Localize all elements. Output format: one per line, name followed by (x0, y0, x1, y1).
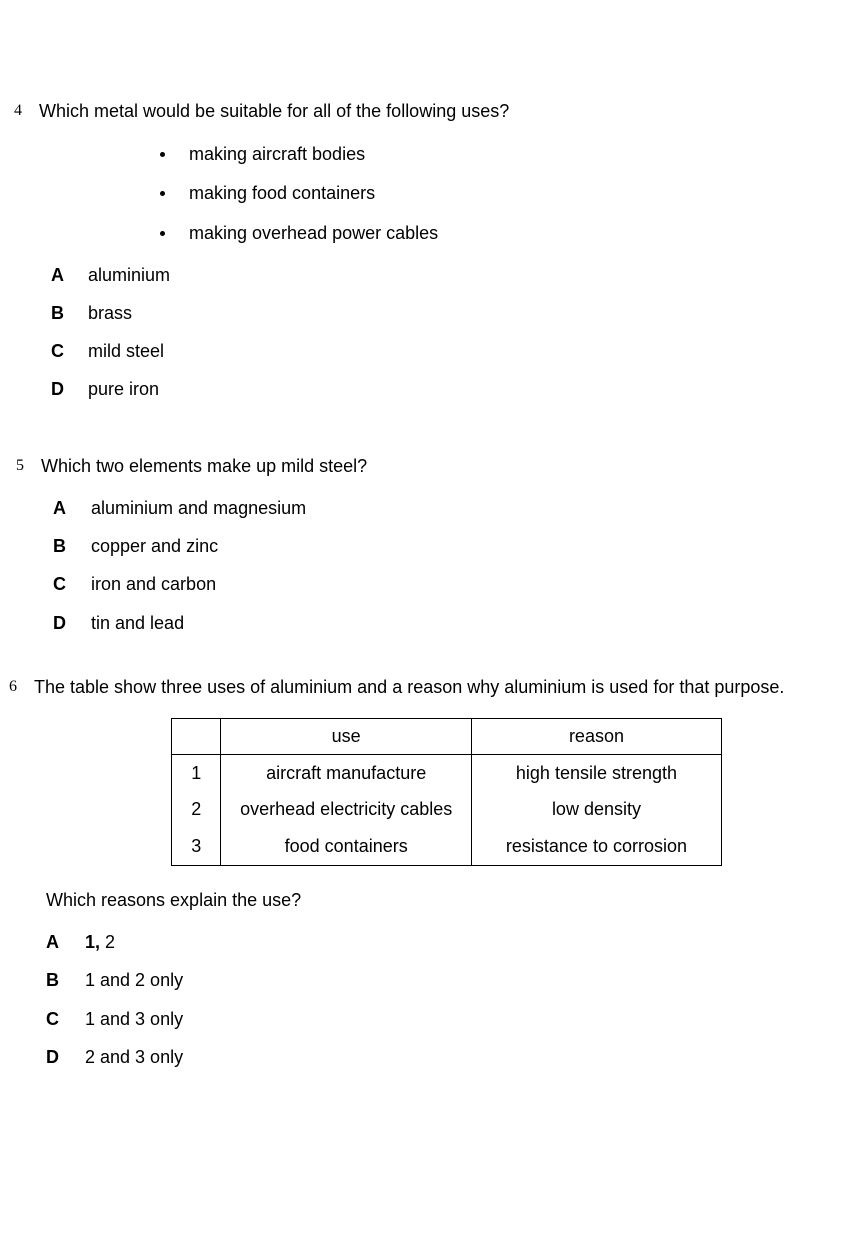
option-text: copper and zinc (91, 536, 219, 556)
row-number: 2 (172, 792, 221, 829)
use-text: making aircraft bodies (189, 144, 366, 164)
use-cell: overhead electricity cables (221, 792, 471, 829)
use-list-item (189, 144, 365, 165)
question-number: 5 (16, 457, 24, 474)
use-cell: food containers (221, 828, 471, 865)
question-number: 6 (9, 678, 17, 695)
bullet-icon (160, 191, 165, 196)
option-letter: C (53, 574, 66, 594)
uses-table (171, 718, 722, 866)
option-text-bold: 1, (85, 932, 101, 952)
option-text: iron and carbon (91, 574, 217, 594)
option-text: aluminium and magnesium (91, 498, 307, 518)
option-text: mild steel (88, 341, 165, 361)
option-text: 1 and 2 only (85, 970, 184, 990)
option-letter: D (53, 613, 66, 633)
question-text: Which metal would be suitable for all of the following uses? (39, 101, 510, 121)
option-letter: D (51, 379, 64, 399)
reason-cell: high tensile strength (471, 755, 721, 792)
reason-cell: low density (471, 792, 721, 829)
column-header (172, 719, 221, 755)
bullet-icon (160, 231, 165, 236)
option-text: brass (88, 303, 133, 323)
reason-cell: resistance to corrosion (471, 828, 721, 865)
use-list-item (189, 183, 375, 204)
option-letter: A (46, 932, 59, 952)
option-letter: D (46, 1047, 59, 1067)
question-text: The table show three uses of aluminium and a reason why aluminium is used for that purpose. (34, 677, 785, 697)
table-header-row (172, 719, 722, 755)
row-number: 1 (172, 755, 221, 792)
use-cell: aircraft manufacture (221, 755, 471, 792)
table-row (172, 755, 722, 792)
option-text: tin and lead (91, 613, 185, 633)
column-header-use: use (221, 719, 471, 755)
use-list-item (189, 223, 438, 244)
option-text: 1 and 3 only (85, 1009, 184, 1029)
table-row (172, 792, 722, 829)
option-letter: C (51, 341, 64, 361)
option-letter: B (46, 970, 59, 990)
option-text: pure iron (88, 379, 160, 399)
bullet-icon (160, 152, 165, 157)
option-letter: A (51, 265, 64, 285)
option-text: 2 and 3 only (85, 1047, 184, 1067)
use-text: making food containers (189, 183, 376, 203)
question-text: Which two elements make up mild steel? (41, 456, 368, 476)
column-header-reason: reason (471, 719, 721, 755)
question-number: 4 (14, 102, 22, 119)
option-text (85, 932, 115, 953)
use-text: making overhead power cables (189, 223, 439, 243)
option-letter: B (51, 303, 64, 323)
option-text: aluminium (88, 265, 171, 285)
option-text-rest: 2 (100, 932, 116, 952)
question-prompt: Which reasons explain the use? (46, 890, 302, 910)
option-letter: B (53, 536, 66, 556)
row-number: 3 (172, 828, 221, 865)
table-row (172, 828, 722, 865)
option-letter: A (53, 498, 66, 518)
option-letter: C (46, 1009, 59, 1029)
